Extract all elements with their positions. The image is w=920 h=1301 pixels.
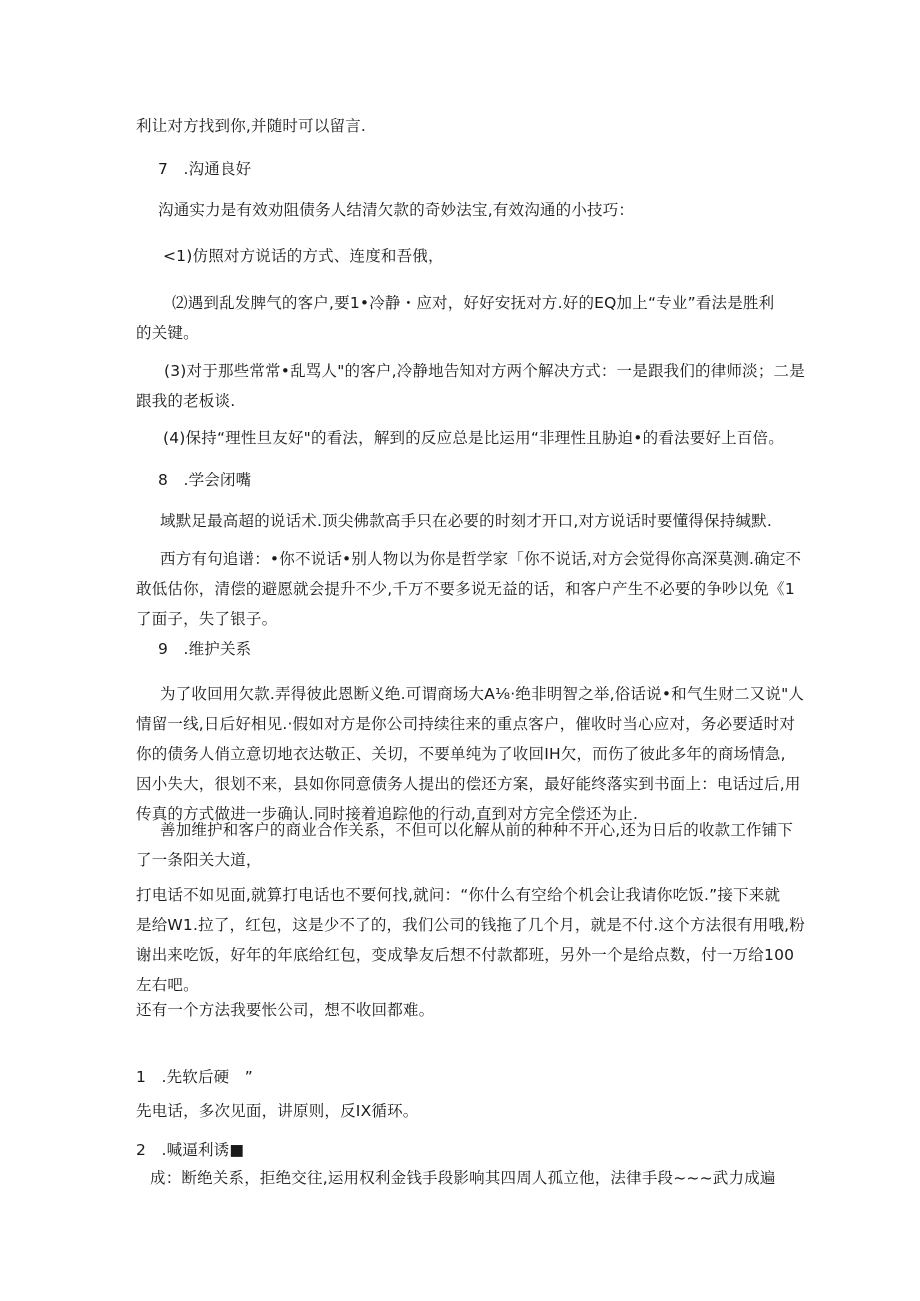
list-item-3-line: 跟我的老板谈. (136, 392, 236, 410)
heading-7: 7 .沟通良好 (158, 160, 252, 178)
paragraph-business-cooperation (136, 815, 793, 875)
paragraph-line: 因小失大，很划不来，县如你同意债务人提出的偿还方案，最好能终落实到书面上：电话过后,用 (136, 775, 801, 793)
list-item-3 (136, 356, 805, 416)
paragraph-line: 谢出来吃饭，好年的年底给红包，变成挚友后想不付款都班，另外一个是给点数，付一万给100 (136, 946, 795, 964)
paragraph-line: 了面子，失了银子。 (136, 610, 278, 628)
paragraph-continuation: 利让对方找到你,并随时可以留言. (136, 117, 367, 135)
paragraph-line: 情留一线,日后好相见.·假如对方是你公司持续往来的重点客户，催收时当心应对，务必要适时对 (136, 715, 796, 733)
paragraph-western-saying (136, 544, 801, 634)
paragraph-line: 了一条阳关大道， (136, 851, 262, 869)
paragraph-line: 西方有句追谱：•你不说话•别人物以为你是哲学家「你不说话,对方会觉得你高深莫测.确定不 (160, 550, 802, 568)
paragraph-soft-then-hard: 先电话，多次见面，讲原则，反IX循环。 (136, 1102, 419, 1120)
paragraph-line: 传真的方式做进一步确认.同时接着追踪他的行动,直到对方完全偿还为止. (136, 805, 639, 823)
paragraph-line: 你的债务人俏立意切地衣达敬正、关切，不要单纯为了收回IH欠，而伤了彼此多年的商场情急, (136, 745, 786, 763)
heading-9: 9 .维护关系 (158, 640, 252, 658)
paragraph-another-method: 还有一个方法我要怅公司，想不收回都难。 (136, 1001, 435, 1019)
heading-1: 1 .先软后硬 ” (136, 1068, 253, 1086)
paragraph-line: 为了收回用欠款.弄得彼此恩断义绝.可谓商场大A⅛·绝非明智之举,俗话说•和气生财二又说"人 (160, 685, 805, 703)
paragraph-line: 善加维护和客户的商业合作关系，不但可以化解从前的种种不开心,还为日后的收款工作铺下 (160, 821, 794, 839)
list-item-3-line: (3)对于那些常常•乱骂人"的客户,冷静地告知对方两个解决方式：一是跟我们的律师淡；二是 (164, 362, 805, 380)
list-item-2 (136, 288, 774, 348)
list-item-1: <1)仿照对方说话的方式、连度和吾俄， (163, 247, 444, 265)
heading-2: 2 .喊逼利诱■ (136, 1141, 245, 1159)
paragraph-threats: 成：断绝关系，拒绝交往,运用权利金钱手段影响其四周人孤立他，法律手段~~~武力成遍 (150, 1169, 776, 1187)
paragraph-line: 左右吧。 (136, 976, 199, 994)
paragraph-silence: 域默足最高超的说话术.顶尖佛款高手只在必要的时刻才开口,对方说话时要懂得保持缄默. (160, 512, 772, 530)
list-item-2-line: 的关键。 (136, 324, 199, 342)
paragraph-communication-intro: 沟通实力是有效劝阻债务人结清欠款的奇妙法宝,有效沟通的小技巧： (158, 201, 635, 219)
paragraph-line: 敢低估你，清偿的避愿就会提升不少,千万不要多说无益的话，和客户产生不必要的争吵以免《1 (136, 580, 795, 598)
list-item-2-line: ⑵遇到乱发脾气的客户,要1•冷静・应对，好好安抚对方.好的EQ加上“专业”看法是胜利 (172, 294, 775, 312)
heading-8: 8 .学会闭嘴 (158, 471, 252, 489)
list-item-4: (4)保持“理性旦友好"的看法，解到的反应总是比运用“非理性且胁迫•的看法要好上百倍。 (163, 429, 784, 447)
paragraph-maintain-relations (136, 679, 804, 829)
paragraph-line: 是给W1.拉了，红包，这是少不了的，我们公司的钱拖了几个月，就是不付.这个方法很有用哦,粉 (136, 916, 805, 934)
paragraph-phone-vs-meeting (136, 880, 805, 1000)
paragraph-line: 打电话不如见面,就算打电话也不要何找,就问：“你什么有空给个机会让我请你吃饭.”接下来就 (136, 886, 781, 904)
